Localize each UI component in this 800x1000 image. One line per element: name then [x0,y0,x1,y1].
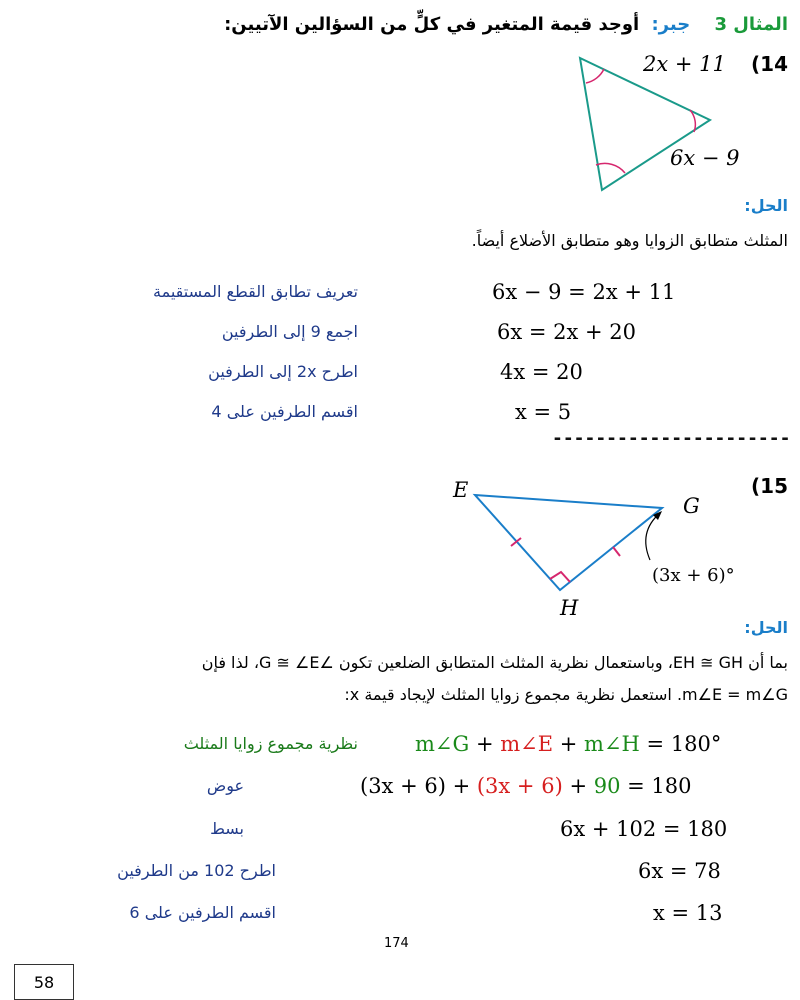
side-label-top: 2x + 11 [643,52,726,76]
side-label-right: 6x − 9 [670,146,740,170]
vertex-e: E [453,478,469,502]
solution-label-14: الحل: [744,196,788,215]
page-number: 58 [33,972,55,992]
step15-1-note: نظرية مجموع زوايا المثلث [183,734,358,753]
step15-2-math: (3x + 6) + (3x + 6) + 90 = 180 [360,774,692,798]
triangle-15 [475,495,662,590]
step15-1-math: m∠G + m∠E + m∠H = 180° [415,732,722,756]
example-header [224,14,788,35]
angle-arc-top [586,69,604,83]
problem-15-number: (15 [751,474,788,498]
right-angle-mark [550,572,570,582]
step14-2-math: 6x = 2x + 20 [497,320,637,344]
step14-3-note: اطرح 2x إلى الطرفين [208,362,358,381]
step14-2-note: اجمع 9 إلى الطرفين [221,322,358,341]
step15-4-note: اطرح 102 من الطرفين [117,861,276,880]
solution-label-15: الحل: [744,618,788,637]
problem-14-number: (14 [751,52,788,76]
step14-4-note: اقسم الطرفين على 4 [211,402,358,421]
step14-4-math: x = 5 [515,400,572,424]
step15-3-math: 6x + 102 = 180 [560,817,728,841]
statement-14: المثلث متطابق الزوايا وهو متطابق الأضلاع أيضاً. [471,231,788,250]
triangle-15-figure [440,470,780,620]
term-mg: m∠G [415,732,470,756]
topic-label: جبر: [651,14,691,35]
example-label: المثال 3 [714,14,788,35]
term-mh: m∠H [584,732,640,756]
angle-label-g: (3x + 6)° [652,565,735,586]
angle-arc-bottom [596,163,625,173]
reasoning-line-1: بما أن EH ≅ GH، وباستعمال نظرية المثلث المتطابق الضلعين تكون ∠G ≅ ∠E، لذا فإن [201,653,788,672]
term-me: m∠E [500,732,554,756]
step15-5-math: x = 13 [653,901,723,925]
term-sub-e: (3x + 6) [476,774,563,798]
vertex-h: H [560,596,579,620]
triangle-14 [580,58,710,190]
center-page-number: 174 [384,936,409,951]
reasoning-line-2: m∠E = m∠G. استعمل نظرية مجموع زوايا المثلث لإيجاد قيمة x: [344,685,788,704]
instruction-text: أوجد قيمة المتغير في كلٍّ من السؤالين الآتيين: [224,14,640,35]
step14-3-math: 4x = 20 [500,360,583,384]
tick-mark-gh [613,547,620,556]
step14-1-math: 6x − 9 = 2x + 11 [492,280,676,304]
step15-5-note: اقسم الطرفين على 6 [129,903,276,922]
step15-2-note: عوض [206,776,244,795]
page-number-box [14,964,74,1000]
step15-4-math: 6x = 78 [638,859,721,883]
section-divider: ---------------------- [552,428,791,449]
term-sub-h: 90 [593,774,621,798]
step14-1-note: تعريف تطابق القطع المستقيمة [153,282,358,301]
step15-3-note: بسط [210,819,244,838]
vertex-g: G [683,494,700,518]
